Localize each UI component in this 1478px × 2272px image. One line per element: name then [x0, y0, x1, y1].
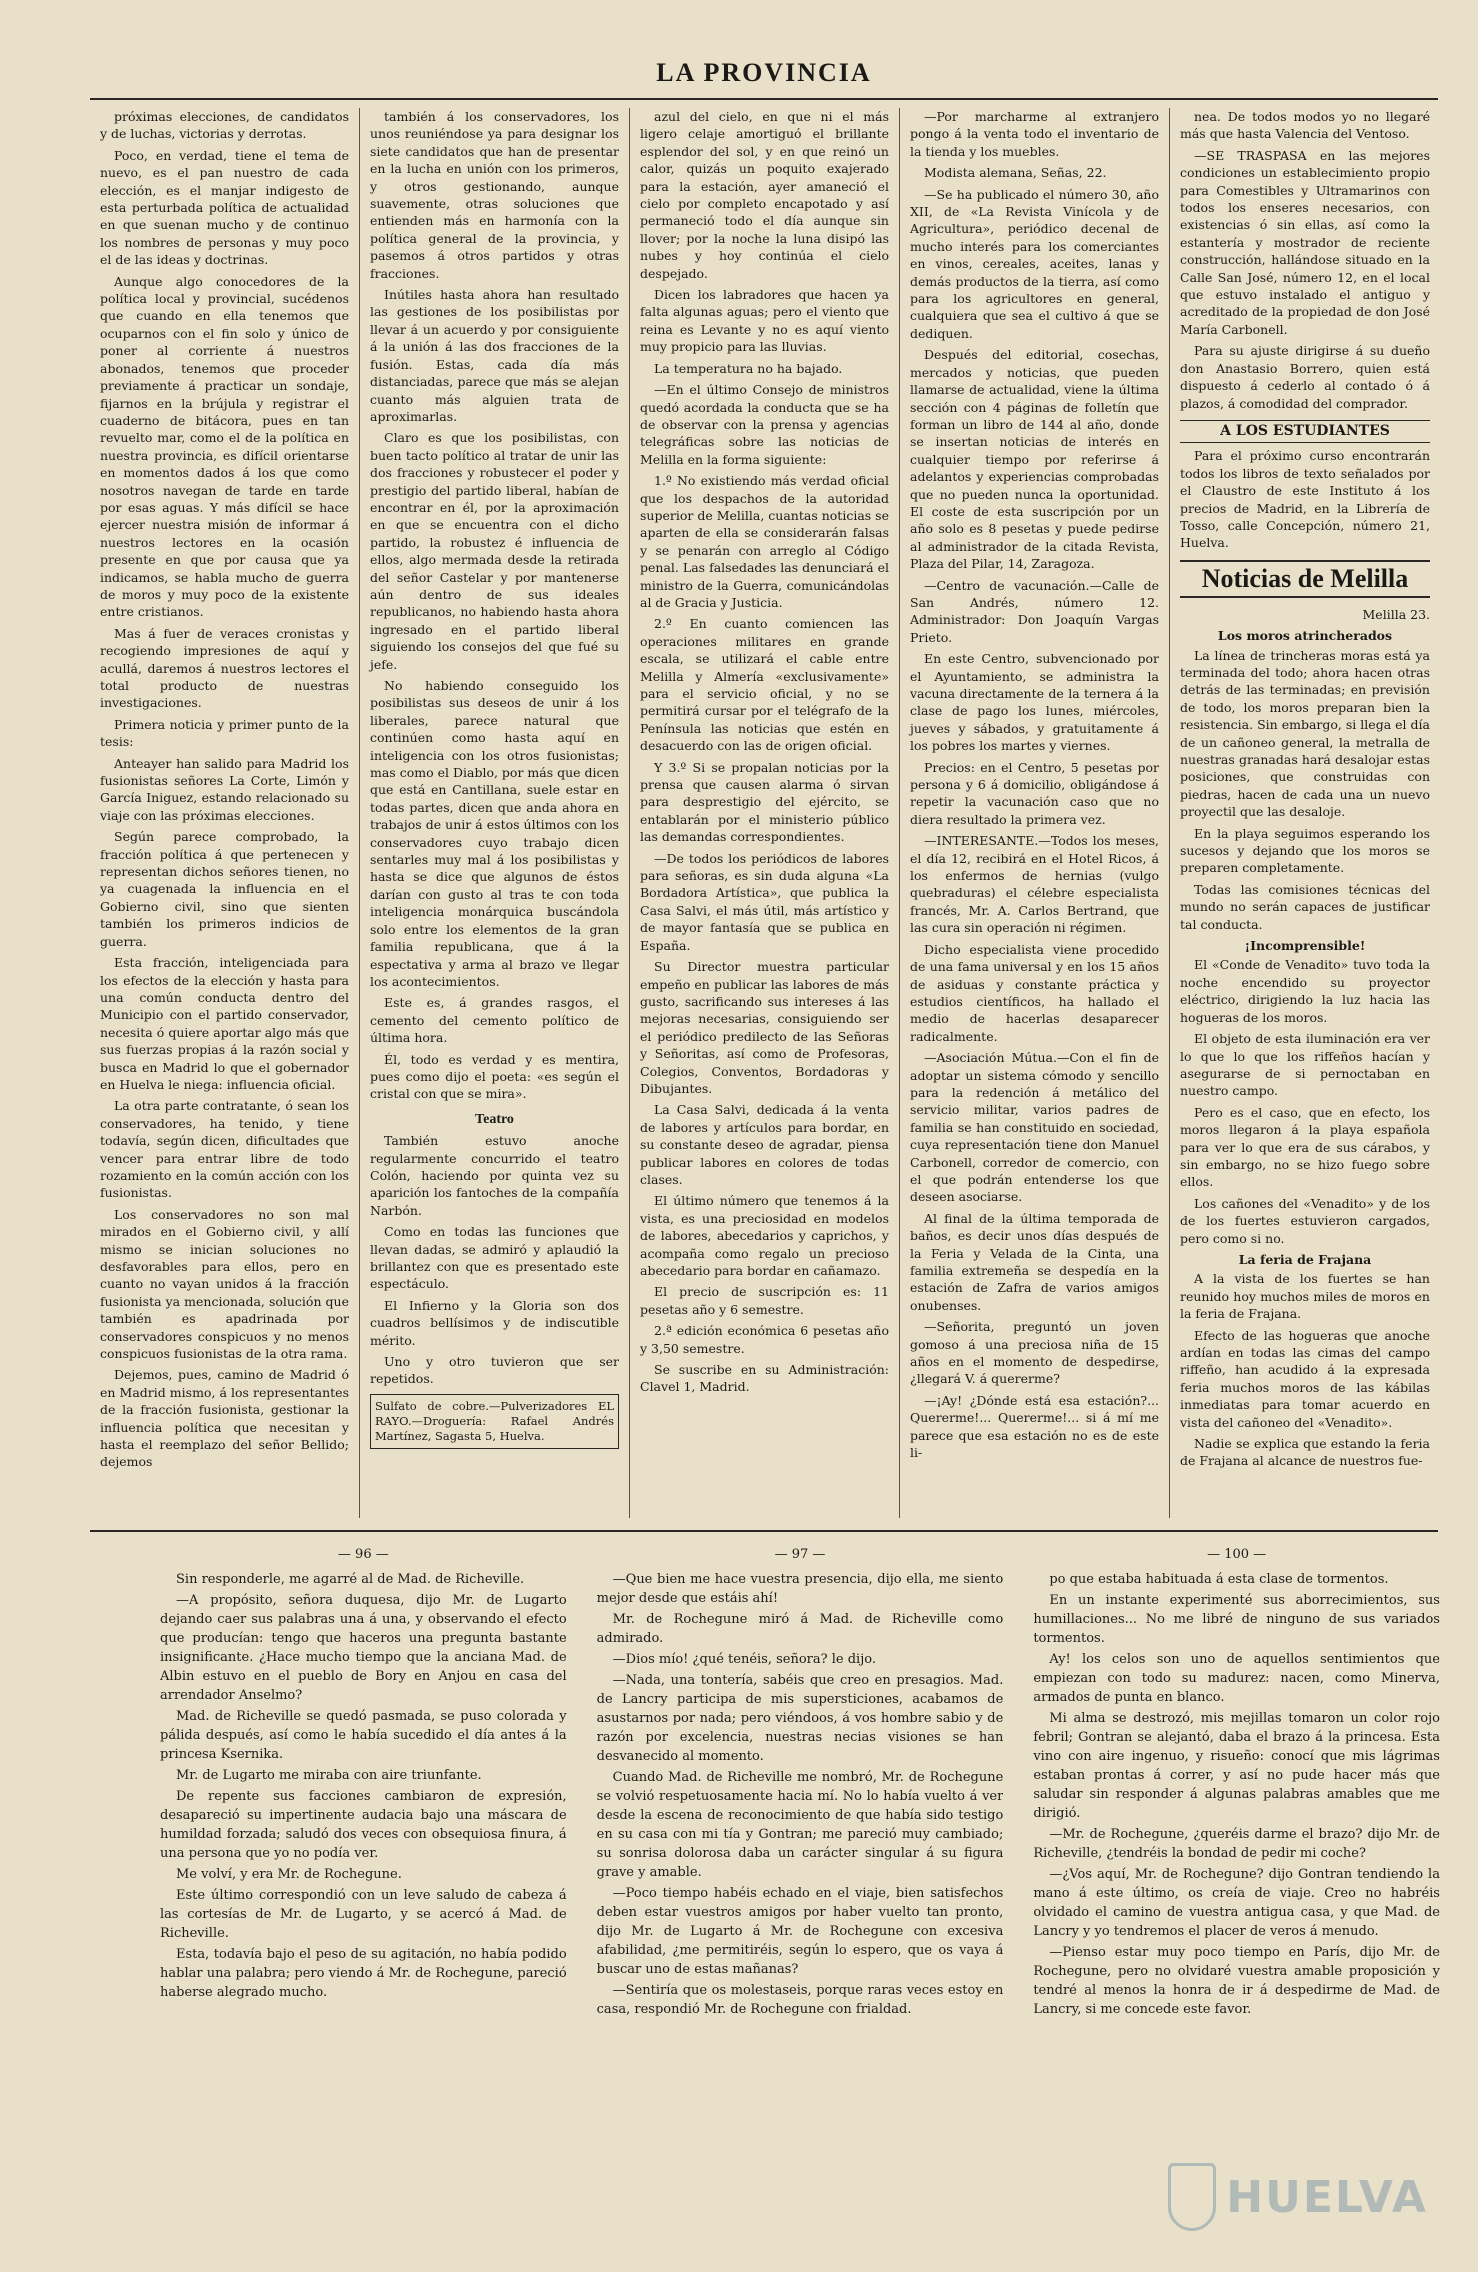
- paragraph: Ay! los celos son uno de aquellos sentimientos que empiezan con todo su madurez: nacen, como Minerva, armados de punta en blanco.: [1033, 1652, 1440, 1705]
- paragraph: Mad. de Richeville se quedó pasmada, se puso colorada y pálida después, así como le había sucedido el día antes á la princesa Ksernika.: [160, 1709, 567, 1762]
- paragraph: El objeto de esta iluminación era ver lo que lo que los riffeños hacían y asegurarse de si pernoctaban en nuestro campo.: [1180, 1031, 1430, 1099]
- paragraph: —SE TRASPASA en las mejores condiciones un establecimiento propio para Comestibles y Ultramarinos con todos los enseres necesarios, con existencias ó sin ellas, así como la estantería y mostrador de reciente construcción, hallándose situado en la Calle San José, número 12, en el local que estuvo instalado el antiguo y acreditado de la propiedad de don José María Carbonell.: [1180, 147, 1430, 337]
- paragraph: Claro es que los posibilistas, con buen tacto político al tratar de unir las dos fracciones y robustecer el poder y prestigio del partido liberal, habían de encontrar en él, por la aproximación en que se encuentra con el dicho partido, la robustez é influencia de ellos, algo mermada desde la retirada del señor Castelar y por mantenerse aún dentro de sus ideales republicanos, no habiendo hasta ahora ingresado en el partido liberal siguiendo los consejos del que fué su jefe.: [370, 430, 619, 672]
- paragraph: —Centro de vacunación.—Calle de San Andrés, número 12. Administrador: Don Joaquín Vargas Prieto.: [910, 577, 1159, 645]
- advertisement-box: Sulfato de cobre.—Pulverizadores EL RAYO.—Droguería: Rafael Andrés Martínez, Sagasta 5, Huelva.: [370, 1394, 619, 1449]
- paragraph: Dicen los labradores que hacen ya falta algunas aguas; pero el viento que reina es Levante y no es aquí viento muy propicio para las lluvias.: [640, 287, 889, 355]
- folletin-section: [160, 1545, 1440, 2195]
- paragraph: Nadie se explica que estando la feria de Frajana al alcance de nuestros fue-: [1180, 1436, 1430, 1469]
- paragraph: En este Centro, subvencionado por el Ayuntamiento, se administra la vacuna directamente de la ternera á la clase de pago los lunes, miércoles, jueves y sábados, y gratuitamente á los pobres los martes y viernes.: [910, 651, 1159, 754]
- folletin-page-100: [1033, 1545, 1440, 2195]
- paragraph: La temperatura no ha bajado.: [654, 360, 843, 376]
- paragraph: Cuando Mad. de Richeville me nombró, Mr. de Rochegune se volvió respetuosamente hacia mí. No lo había vuelto á ver desde la escena de reconocimiento de que había sido testigo en su casa con mi tía y Gontran; me pareció muy cambiado; su sonrisa dolorosa daba un carácter singular á su figura grave y amable.: [596, 1770, 1004, 1880]
- paragraph: —A propósito, señora duquesa, dijo Mr. de Lugarto dejando caer sus palabras una á una, y observando el efecto que producían: tengo que haceros una pregunta bastante insignificante. ¿Hace mucho tiempo que la anciana Mad. de Albin estuvo en el pueblo de Bory en Anjou en casa del arrendador Anselmo?: [160, 1593, 567, 1703]
- paragraph: —¿Vos aquí, Mr. de Rochegune? dijo Gontran tendiendo la mano á este último, os creía de viaje. Creo no habréis olvidado el camino de vuestra antigua casa, y que Mad. de Lancry y yo tendremos el placer de veros á menudo.: [1033, 1867, 1440, 1939]
- seal-icon: [1168, 2163, 1216, 2231]
- subheading-moros: Los moros atrincherados: [1217, 628, 1393, 644]
- paragraph: Me volví, y era Mr. de Rochegune.: [176, 1867, 402, 1882]
- paragraph: —Señorita, preguntó un joven gomoso á una preciosa niña de 15 años en el momento de despedirse, ¿llegará V. á quererme?: [910, 1319, 1159, 1387]
- paragraph: El precio de suscripción es: 11 pesetas año y 6 semestre.: [640, 1284, 889, 1317]
- column-1: [90, 108, 360, 1518]
- paragraph: Se suscribe en su Administración: Clavel 1, Madrid.: [640, 1362, 889, 1395]
- paragraph: Esta fracción, inteligenciada para los efectos de la elección y hasta para una común conducta dentro del Municipio con el partido conservador, necesita ó quiere aportar algo más que sus fuerzas propias á la razón social y busca en Madrid lo que el gobernador en Huelva le niega: influencia oficial.: [100, 955, 349, 1092]
- dateline: Melilla 23.: [1362, 606, 1430, 622]
- paragraph: Esta, todavía bajo el peso de su agitación, no había podido hablar una palabra; pero viendo á Mr. de Rochegune, pareció haberse alegrado mucho.: [160, 1947, 567, 2000]
- paragraph: Poco, en verdad, tiene el tema de nuevo, es el pan nuestro de cada elección, es el manjar indigesto de esta perturbada política de actualidad en que suenan mucho y de continuo los nombres de personas y muy poco el de las ideas y doctrinas.: [100, 147, 349, 268]
- paragraph: Mas á fuer de veraces cronistas y recogiendo impresiones de aquí y acullá, daremos á nuestros lectores el total producto de nuestras investigaciones.: [100, 625, 349, 711]
- paragraph: —Pienso estar muy poco tiempo en París, dijo Mr. de Rochegune, pero no olvidaré vuestra amable proposición y tendré al menos la honra de ir á despedirme de Mad. de Lancry, si me concede este favor.: [1033, 1945, 1440, 2017]
- subheading-incomprensible: ¡Incomprensible!: [1244, 938, 1366, 954]
- paragraph: Los cañones del «Venadito» y de los de los fuertes estuvieron cargados, pero como si no.: [1180, 1195, 1430, 1246]
- newspaper-title: LA PROVINCIA: [656, 58, 872, 87]
- paragraph: Primera noticia y primer punto de la tesis:: [100, 716, 349, 750]
- paragraph: también á los conservadores, los unos reuniéndose ya para designar los siete candidatos que han de presentar en la lucha en unión con los primeros, y otros gestionando, aunque suavemente, otras soluciones que entienden más en harmonía con la política general de la provincia, y pasemos á otros partidos y otras fracciones.: [370, 109, 619, 281]
- paragraph: próximas elecciones, de candidatos y de luchas, victorias y derrotas.: [100, 109, 349, 142]
- paragraph: Todas las comisiones técnicas del mundo no serán capaces de justificar tal conducta.: [1180, 881, 1430, 932]
- paragraph: Dejemos, pues, camino de Madrid ó en Madrid mismo, á los representantes de la fracción fusionista, gestionar la influencia política que necesitan y hasta el reemplazo del señor Bellido; dejemos: [100, 1367, 349, 1470]
- column-5: [1170, 108, 1440, 1518]
- paragraph: Inútiles hasta ahora han resultado las gestiones de los posibilistas por llevar á un acuerdo y por consiguiente á la unión á las dos fracciones de la fusión. Estas, cada día más distanciadas, parece que más se alejan cuanto más alguien trata de aproximarlas.: [370, 287, 619, 424]
- paragraph: 1.º No existiendo más verdad oficial que los despachos de la autoridad superior de Melilla, cuantas noticias se aparten de ella se considerarán falsas y se penarán con arreglo al Código penal. Las falsedades las denunciará el ministro de la Guerra, comunicándolas al de Gracia y Justicia.: [640, 473, 889, 610]
- folletin-page-97: [597, 1545, 1004, 2195]
- paragraph: Mr. de Lugarto me miraba con aire triunfante.: [176, 1768, 482, 1783]
- paragraph: Anteayer han salido para Madrid los fusionistas señores La Corte, Limón y García Iniguez, estando relacionado su viaje con las próximas elecciones.: [100, 755, 349, 823]
- paragraph: No habiendo conseguido los posibilistas sus deseos de unir á los liberales, parece natural que continúen como hasta aquí en inteligencia con los otros fusionistas; mas como el Diablo, por más que dicen que está en Cantillana, suele estar en todas partes, dicen que anda ahora en trabajos de unir á estos últimos con los conservadores cuyo trabajo dicen sentarles muy mal á los posibilistas y hasta se dice que algunos de éstos darían con gusto al tras te con toda inteligencia monárquica buscándola solo entre los elementos de la gran familia republicana, que á la espectativa y arma al brazo ve llegar los acontecimientos.: [370, 678, 619, 989]
- paragraph: Su Director muestra particular empeño en publicar las labores de más gusto, sacrificando sus intereses á las mejoras necesarias, consiguiendo ser el periódico predilecto de las Señoras y Señoritas, así como de Profesoras, Colegios, Conventos, Bordadoras y Dibujantes.: [640, 959, 889, 1096]
- paragraph: Al final de la última temporada de baños, es decir unos días después de la Feria y Velada de la Cinta, una familia extremeña se despedía en la estación de Zafra de varios amigos onubenses.: [910, 1210, 1159, 1313]
- folletin-page-96: [160, 1545, 567, 2195]
- page-number: — 97 —: [774, 1547, 826, 1562]
- paragraph: —¡Ay! ¿Dónde está esa estación?... Quererme!... Quererme!... si á mí me parece que esa estación no es de este li-: [910, 1392, 1159, 1461]
- watermark-text: HUELVA: [1226, 2171, 1428, 2223]
- paragraph: —Sentiría que os molestaseis, porque raras veces estoy en casa, respondió Mr. de Rochegune con frialdad.: [596, 1983, 1004, 2017]
- paragraph: Como en todas las funciones que llevan dadas, se admiró y aplaudió la brillantez con que es presentado este espectáculo.: [370, 1224, 619, 1292]
- paragraph: Después del editorial, cosechas, mercados y noticias, que pueden llamarse de actualidad, viene la última sección con 4 páginas de folletín que forman un libro de 144 al año, donde se insertan noticias de interés en cualquier tiempo por referirse á adelantos y experiencias comprobadas que no pueden nunca la oportunidad. El coste de esta suscripción por un año solo es 8 pesetas y puede pedirse al administrador de la citada Revista, Plaza del Pilar, 14, Zaragoza.: [910, 347, 1159, 572]
- paragraph: En la playa seguimos esperando los sucesos y dejando que los moros se preparen completamente.: [1180, 825, 1430, 876]
- paragraph: En un instante experimenté sus aborrecimientos, sus humillaciones... No me libré de ninguno de sus variados tormentos.: [1033, 1593, 1440, 1646]
- paragraph: —INTERESANTE.—Todos los meses, el día 12, recibirá en el Hotel Ricos, á los enfermos de hernias (vulgo quebraduras) el célebre especialista francés, Mr. A. Carlos Bertrand, que las cura sin operación ni régimen.: [910, 833, 1159, 936]
- paragraph: A la vista de los fuertes se han reunido hoy muchos miles de moros en la feria de Frajana.: [1180, 1271, 1430, 1322]
- paragraph: El Infierno y la Gloria son dos cuadros bellísimos y de indiscutible mérito.: [370, 1297, 619, 1348]
- paragraph: De repente sus facciones cambiaron de expresión, desapareció su impertinente audacia bajo una máscara de humildad forzada; saludó dos veces con obsequiosa finura, á una persona que yo no podía ver.: [160, 1789, 567, 1861]
- paragraph: Precios: en el Centro, 5 pesetas por persona y 6 á domicilio, obligándose á repetir la vacunación caso que no diera resultado la primera vez.: [910, 759, 1159, 827]
- column-3: [630, 108, 900, 1518]
- paragraph: Él, todo es verdad y es mentira, pues como dijo el poeta: «es según el cristal con que se mira».: [370, 1051, 619, 1102]
- section-heading-melilla: Noticias de Melilla: [1180, 560, 1430, 598]
- paragraph: —Poco tiempo habéis echado en el viaje, bien satisfechos deben estar vuestros amigos por haber vuelto tan pronto, dijo Mr. de Lugarto á Mr. de Rochegune con excesiva afabilidad, ¿me permitiréis, según lo espero, que os vaya á buscar uno de estas mañanas?: [596, 1886, 1004, 1977]
- subheading-frajana: La feria de Frajana: [1238, 1251, 1372, 1267]
- news-columns: [90, 108, 1440, 1518]
- archive-watermark: [1168, 2162, 1428, 2232]
- section-heading-estudiantes: A LOS ESTUDIANTES: [1180, 420, 1430, 443]
- paragraph: También estuvo anoche regularmente concurrido el teatro Colón, haciendo por quinta vez su aparición los fantoches de la compañía Narbón.: [370, 1133, 619, 1218]
- paragraph: —Que bien me hace vuestra presencia, dijo ella, me siento mejor desde que estáis ahí!: [596, 1572, 1004, 1606]
- paragraph: —Por marcharme al extranjero pongo á la venta todo el inventario de la tienda y los muebles.: [910, 109, 1159, 159]
- paragraph: El último número que tenemos á la vista, es una preciosidad en modelos de labores, abecedarios y caprichos, y acompaña como regalo un precioso abecedario para bordar en cañamazo.: [640, 1193, 889, 1278]
- paragraph: po que estaba habituada á esta clase de tormentos.: [1049, 1572, 1389, 1587]
- paragraph: La línea de trincheras moras está ya terminada del todo; ahora hacen otras detrás de las terminadas; en previsión de todo, los moros preparan bien la resistencia. Sin embargo, si llega el día de un cañoneo general, la metralla de nuestras granadas hará desalojar estas posiciones, que construidas con piedras, hacen de cada una un nuevo proyectil que las desaloje.: [1180, 647, 1430, 820]
- paragraph: Modista alemana, Señas, 22.: [924, 165, 1107, 181]
- paragraph: Uno y otro tuvieron que ser repetidos.: [370, 1354, 619, 1387]
- paragraph: Según parece comprobado, la fracción política á que pertenecen y representan dichos señores tienen, no ya cuagenada la influencia en el Gobierno civil, sino que sienten también los primeros indicios de guerra.: [100, 829, 349, 949]
- paragraph: nea. De todos modos yo no llegaré más que hasta Valencia del Ventoso.: [1180, 109, 1430, 142]
- paragraph: Sin responderle, me agarré al de Mad. de Richeville.: [176, 1572, 525, 1587]
- folletin-divider: [90, 1530, 1438, 1532]
- paragraph: Los conservadores no son mal mirados en el Gobierno civil, y allí mismo se inician soluciones no desfavorables para ellos, pero en cuanto no vayan unidos á la fracción fusionista ya mencionada, solución que también es apadrinada por conservadores conspicuos y no menos conspicuos fusionistas de la otra rama.: [100, 1206, 349, 1362]
- page-number: — 96 —: [337, 1547, 389, 1562]
- section-heading-teatro: Teatro: [475, 1111, 514, 1127]
- paragraph: Mi alma se destrozó, mis mejillas tomaron un color rojo febril; Gontran se alejantó, daba el brazo á la princesa. Esta vino con aire ingenuo, y risueño: conocí que mis lágrimas estaban prontas á correr, y así no pude hacer más que saludar sin responder á algunas palabras amables que me dirigió.: [1033, 1711, 1440, 1821]
- paragraph: Mr. de Rochegune miró á Mad. de Richeville como admirado.: [596, 1612, 1004, 1646]
- paragraph: —En el último Consejo de ministros quedó acordada la conducta que se ha de observar con la prensa y agencias telegráficas sobre las noticias de Melilla en la forma siguiente:: [640, 382, 889, 467]
- page-number: — 100 —: [1207, 1547, 1267, 1562]
- paragraph: Este es, á grandes rasgos, el cemento del cemento político de última hora.: [370, 995, 619, 1046]
- paragraph: —Nada, una tontería, sabéis que creo en presagios. Mad. de Lancry participa de mis supersticiones, acabamos de asustarnos por nada; pero viéndoos, á vos hombre sabio y de razón por excelencia, nuestras necias visiones se han desvanecido al momento.: [596, 1673, 1004, 1764]
- masthead: [90, 48, 1438, 100]
- paragraph: El «Conde de Venadito» tuvo toda la noche encendido su proyector eléctrico, dirigiendo la luz hacia las hogueras de los moros.: [1180, 957, 1430, 1025]
- paragraph: 2.ª edición económica 6 pesetas año y 3,50 semestre.: [640, 1323, 889, 1356]
- paragraph: Dicho especialista viene procedido de una fama universal y en los 15 años de asiduas y constante práctica y estudios científicos, ha hallado el medio de hacerlas desaparecer radicalmente.: [910, 941, 1159, 1044]
- paragraph: Aunque algo conocedores de la política local y provincial, sucédenos que cuando en ella tenemos que ocuparnos con el fin solo y único de poner al corriente á nuestros abonados, tenemos que proceder previamente á practicar un sondaje, fijarnos en la brújula y registrar el cuaderno de bitácora, pues en tan revuelto mar, como el de la política en nuestra provincia, es difícil orientarse en momentos dados á los que como nosotros navegan de tarde en tarde por esas aguas. Y más difícil se hace ejercer nuestra misión de informar á nuestros lectores en la ocasión presente en que por causa que ya indicamos, se habla mucho de guerra de moros y muy poco de la existente entre cristianos.: [100, 273, 349, 620]
- paragraph: —Dios mío! ¿qué tenéis, señora? le dijo.: [612, 1652, 876, 1667]
- paragraph: La Casa Salvi, dedicada á la venta de labores y artículos para bordar, en su constante deseo de agradar, piensa publicar labores en colores de todas clases.: [640, 1102, 889, 1187]
- paragraph: 2.º En cuanto comiencen las operaciones militares en grande escala, se utilizará el cable entre Melilla y Almería «exclusivamente» para el servicio oficial, y no se permitirá cursar por el telégrafo de la Península las noticias que estén en desacuerdo con las de origen oficial.: [640, 616, 889, 754]
- column-4: [900, 108, 1170, 1518]
- paragraph: Y 3.º Si se propalan noticias por la prensa que causen alarma ó sirvan para desprestigio del ejército, se entablarán por el ministerio público las demandas correspondientes.: [640, 759, 889, 845]
- paragraph: —Se ha publicado el número 30, año XII, de «La Revista Vinícola y de Agricultura», periódico decenal de mucho interés para los comerciantes en vinos, cereales, aceites, lanas y demás productos de la tierra, así como para los agricultores en general, cualquiera que sea el cultivo á que se dediquen.: [910, 186, 1159, 341]
- paragraph: azul del cielo, en que ni el más ligero celaje amortiguó el brillante esplendor del sol, y en que reinó un calor, quizás un poquito exajerado para la estación, ayer amaneció el cielo por completo encapotado y así permaneció todo el día aunque sin llover; por la noche la luna disipó las nubes y hoy continúa el cielo despejado.: [640, 109, 889, 281]
- paragraph: La otra parte contratante, ó sean los conservadores, ha tenido, y tiene todavía, según dicen, dificultades que vencer para entrar libre de todo rozamiento en la común acción con los fusionistas.: [100, 1098, 349, 1201]
- paragraph: Para el próximo curso encontrarán todos los libros de texto señalados por el Claustro de este Instituto á los precios de Madrid, en la Librería de Tosso, calle Concepción, número 21, Huelva.: [1180, 448, 1430, 551]
- paragraph: Efecto de las hogueras que anoche ardían en todas las cimas del campo riffeño, han acudido á la expresada feria muchos moros de las kábilas inmediatas para tomar acuerdo en vista del cañoneo del «Venadito».: [1180, 1327, 1430, 1430]
- paragraph: —Mr. de Rochegune, ¿queréis darme el brazo? dijo Mr. de Richeville, ¿tendréis la bondad de pedir mi coche?: [1033, 1827, 1440, 1861]
- paragraph: Pero es el caso, que en efecto, los moros llegaron á la playa española para ver lo que era de sus cárabos, y sin embargo, no se hizo fuego sobre ellos.: [1180, 1104, 1430, 1190]
- paragraph: Para su ajuste dirigirse á su dueño don Anastasio Borrero, quien está dispuesto á cederlo al contado ó á plazos, á comodidad del comprador.: [1180, 343, 1430, 411]
- paragraph: —De todos los periódicos de labores para señoras, es sin duda alguna «La Bordadora Artística», que publica la Casa Salvi, el más útil, más artístico y de mayor fantasía que se publica en España.: [640, 850, 889, 953]
- paragraph: Este último correspondió con un leve saludo de cabeza á las cortesías de Mr. de Lugarto, y se acercó á Mad. de Richeville.: [160, 1888, 567, 1941]
- paragraph: —Asociación Mútua.—Con el fin de adoptar un sistema cómodo y sencillo para la redención á metálico del servicio militar, varios padres de familia se han constituido en sociedad, cuya representación tiene don Manuel Carbonell, corredor de comercio, con el que podrán entenderse los que deseen asociarse.: [910, 1050, 1159, 1205]
- column-2: [360, 108, 630, 1518]
